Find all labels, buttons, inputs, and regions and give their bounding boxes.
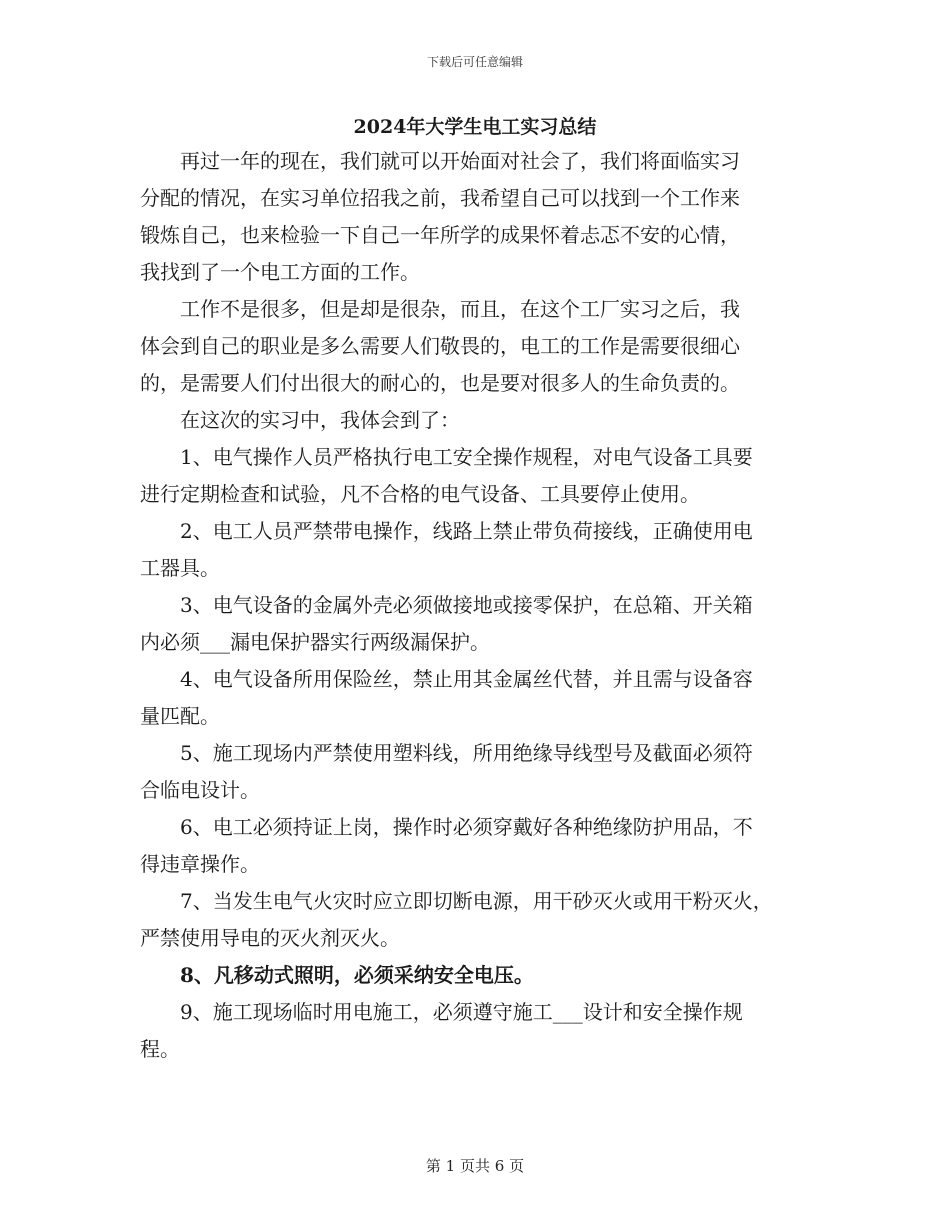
paragraph-line: 体会到自己的职业是多么需要人们敬畏的，电工的工作是需要很细心 (140, 334, 740, 358)
list-item-1 (140, 439, 810, 513)
page-footer (0, 1155, 950, 1176)
paragraph-line: 分配的情况，在实习单位招我之前，我希望自己可以找到一个工作来 (140, 186, 740, 210)
paragraph-line: 再过一年的现在，我们就可以开始面对社会了，我们将面临实习 (180, 149, 740, 173)
paragraph-line: 的，是需要人们付出很大的耐心的，也是要对很多人的生命负责的。 (140, 371, 740, 395)
paragraph-line: 进行定期检查和试验，凡不合格的电气设备、工具要停止使用。 (140, 482, 700, 506)
paragraph-intro (140, 143, 810, 291)
paragraph-line: 我找到了一个电工方面的工作。 (140, 260, 420, 284)
paragraph-line: 在这次的实习中，我体会到了： (180, 408, 460, 432)
paragraph-line: 合临电设计。 (140, 778, 260, 802)
paragraph-line: 6、电工必须持证上岗，操作时必须穿戴好各种绝缘防护用品，不 (180, 815, 753, 839)
list-item-4 (140, 661, 810, 735)
list-item-7 (140, 883, 810, 957)
paragraph-line: 严禁使用导电的灭火剂灭火。 (140, 926, 400, 950)
paragraph-line: 锻炼自己，也来检验一下自己一年所学的成果怀着忐忑不安的心情， (140, 223, 740, 247)
list-item-5 (140, 735, 810, 809)
list-item-3 (140, 587, 810, 661)
paragraph-line: 5、施工现场内严禁使用塑料线，所用绝缘导线型号及截面必须符 (180, 741, 753, 765)
paragraph-line: 工器具。 (140, 556, 220, 580)
list-item-2 (140, 513, 810, 587)
paragraph-line: 9、施工现场临时用电施工，必须遵守施工___设计和安全操作规 (180, 1000, 743, 1024)
paragraph-line: 4、电气设备所用保险丝，禁止用其金属丝代替，并且需与设备容 (180, 667, 753, 691)
list-item-9 (140, 994, 810, 1068)
paragraph-line: 2、电工人员严禁带电操作，线路上禁止带负荷接线，正确使用电 (180, 519, 753, 543)
paragraph-line: 内必须___漏电保护器实行两级漏保护。 (140, 630, 490, 654)
paragraph-line: 量匹配。 (140, 704, 220, 728)
paragraph-line: 得违章操作。 (140, 852, 260, 876)
list-item-6 (140, 809, 810, 883)
paragraph-work-experience (140, 291, 810, 402)
paragraph-line: 7、当发生电气火灾时应立即切断电源，用干砂灭火或用干粉灭火， (180, 889, 773, 913)
paragraph-line: 1、电气操作人员严格执行电工安全操作规程，对电气设备工具要 (180, 445, 753, 469)
page-header-note: 下载后可任意编辑 (426, 55, 523, 69)
page-number-label: 第 1 页共 6 页 (425, 1157, 525, 1175)
paragraph-line: 8、凡移动式照明，必须采纳安全电压。 (180, 963, 534, 987)
paragraph-lessons-intro (140, 402, 810, 439)
list-item-8 (140, 957, 810, 994)
document-body (140, 113, 810, 1068)
paragraph-line: 3、电气设备的金属外壳必须做接地或接零保护，在总箱、开关箱 (180, 593, 753, 617)
paragraph-line: 程。 (140, 1037, 180, 1061)
document-title: 2024年大学生电工实习总结 (353, 116, 597, 138)
paragraph-line: 工作不是很多，但是却是很杂，而且，在这个工厂实习之后，我 (180, 297, 740, 321)
